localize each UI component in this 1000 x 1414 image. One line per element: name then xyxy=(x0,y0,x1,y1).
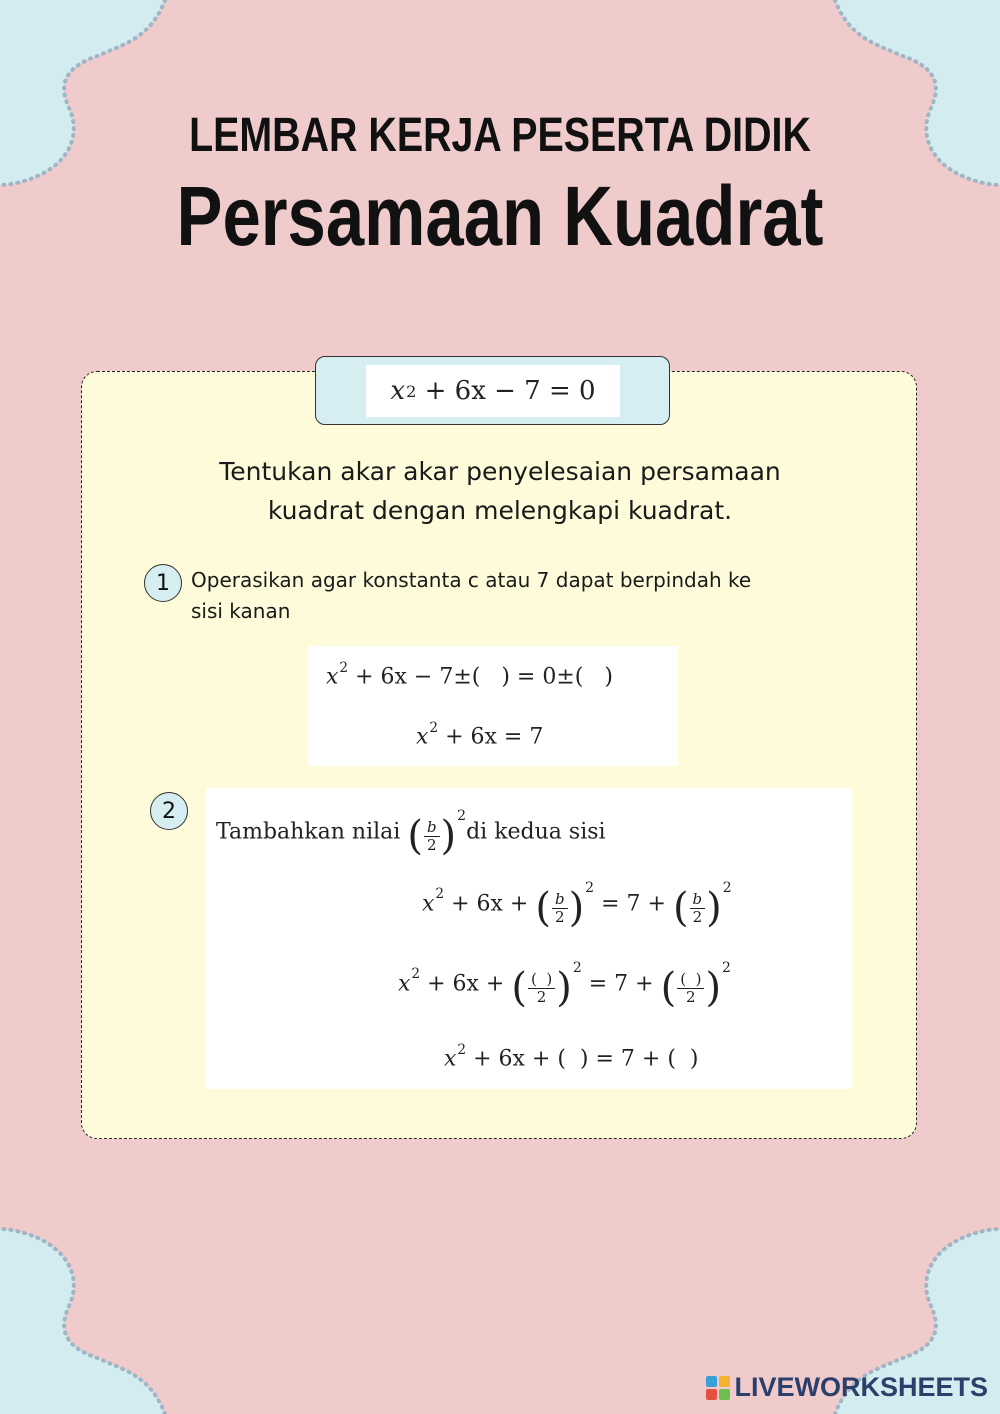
equation-rest: + 6x − 7±( ) = 0±( ) xyxy=(348,664,613,690)
eq-variable: x xyxy=(390,376,406,406)
variable: x xyxy=(422,891,435,917)
fraction-denominator: 2 xyxy=(692,907,703,926)
instruction-text xyxy=(100,452,900,530)
exponent: 2 xyxy=(722,880,732,896)
step-2-equation-2 xyxy=(398,960,731,1011)
step-2-equation-box xyxy=(206,788,852,1089)
main-equation xyxy=(366,365,620,417)
logo-mark-icon xyxy=(706,1376,730,1400)
logo-text: LIVEWORKSHEETS xyxy=(734,1372,988,1402)
fraction-denominator: 2 xyxy=(554,907,565,926)
step-2-lead-text: Tambahkan nilai xyxy=(216,819,401,845)
fraction-blank: ( ) xyxy=(528,971,555,989)
step-2-equation-1 xyxy=(422,880,732,931)
b-over-2-squared-right: ( $\frac{b}{2}$ )$^2$ xyxy=(672,880,732,931)
step-1-equation-2 xyxy=(416,720,543,750)
fraction-denominator: 2 xyxy=(686,987,696,1006)
blank-over-2-squared-right: ( $\frac{( )}{2}$ )$^2$ xyxy=(660,960,731,1011)
exponent: 2 xyxy=(435,886,445,903)
variable: x xyxy=(416,724,429,750)
exponent: 2 xyxy=(457,1042,467,1058)
instruction-line-1: Tentukan akar akar penyelesaian persamaan xyxy=(219,457,781,486)
step-1-equation-box xyxy=(308,646,678,766)
liveworksheets-logo xyxy=(706,1372,988,1403)
fraction-numerator: b xyxy=(424,819,440,837)
exponent: 2 xyxy=(411,966,421,983)
exponent: 2 xyxy=(457,808,467,824)
equation-tab xyxy=(315,356,670,425)
step-1-equation-1 xyxy=(326,660,613,690)
equation-rest: + 6x + ( ) = 7 + ( ) xyxy=(466,1046,699,1072)
eq-rest: + 6x − 7 = 0 xyxy=(416,376,596,406)
exponent: 2 xyxy=(572,960,582,976)
b-over-2-squared-left: ( $\frac{b}{2}$ )$^2$ xyxy=(535,880,595,931)
instruction-line-2: kuadrat dengan melengkapi kuadrat. xyxy=(267,496,733,525)
corner-decoration-bottom-left xyxy=(0,1224,170,1414)
eq-exponent: 2 xyxy=(406,381,417,401)
exponent: 2 xyxy=(429,720,439,736)
step-1-text-line-2: sisi kanan xyxy=(191,599,291,623)
variable: x xyxy=(444,1046,457,1072)
variable: x xyxy=(398,971,411,997)
equation-mid: + 6x + xyxy=(444,891,536,917)
exponent: 2 xyxy=(585,880,595,896)
equation-equals: = 7 + xyxy=(581,971,661,997)
fraction-denominator: 2 xyxy=(426,835,437,854)
step-1-text-line-1: Operasikan agar konstanta c atau 7 dapat berpindah ke xyxy=(191,568,752,592)
worksheet-title: Persamaan Kuadrat xyxy=(176,169,824,263)
fraction-denominator: 2 xyxy=(536,987,547,1006)
blank-over-2-squared-left: ( $\frac{( )}{2}$ )$^2$ xyxy=(511,960,582,1011)
exponent: 2 xyxy=(339,660,349,676)
fraction-numerator: b xyxy=(690,891,706,909)
equation-equals: = 7 + xyxy=(594,891,673,917)
step-1-badge: 1 xyxy=(144,564,182,602)
step-2-lead-tail: di kedua sisi xyxy=(466,819,606,845)
variable: x xyxy=(326,664,339,690)
exponent: 2 xyxy=(722,960,731,976)
equation-rest: + 6x = 7 xyxy=(438,724,544,750)
fraction-blank: ( ) xyxy=(677,971,704,989)
equation-mid: + 6x + xyxy=(420,971,512,997)
step-2-lead xyxy=(216,808,606,859)
step-2-badge: 2 xyxy=(150,792,188,830)
step-1-text xyxy=(191,565,891,627)
b-over-2-squared: ( $\frac{b}{2}$ )$^2$ xyxy=(407,808,467,859)
fraction-numerator: b xyxy=(552,891,568,909)
worksheet-subtitle: LEMBAR KERJA PESERTA DIDIK xyxy=(189,109,811,162)
step-2-equation-3 xyxy=(444,1042,698,1072)
